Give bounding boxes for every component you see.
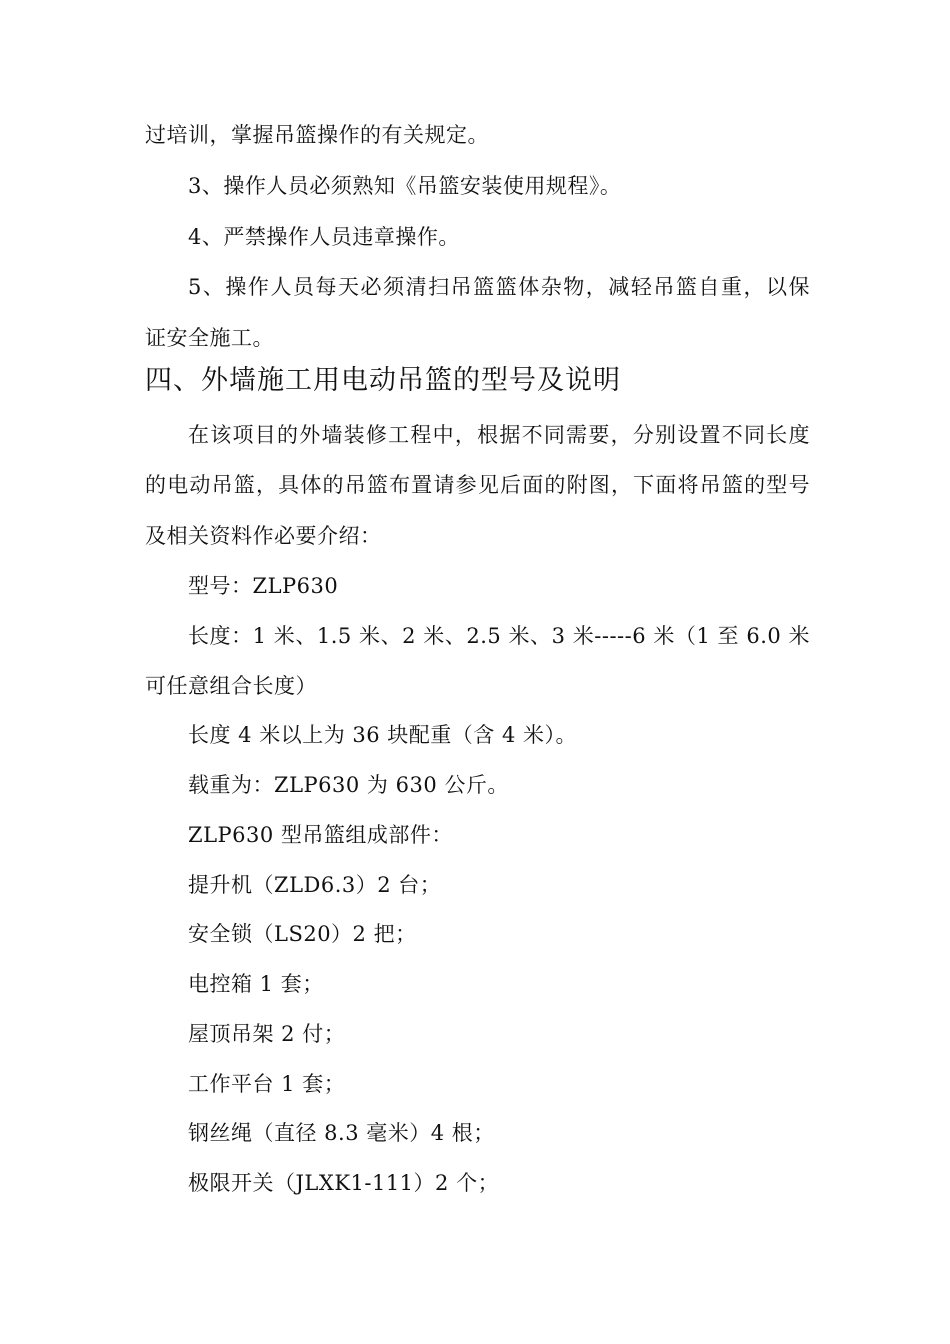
paragraph-line: 及相关资料作必要介绍： bbox=[145, 524, 382, 548]
paragraph-line: 证安全施工。 bbox=[145, 326, 274, 350]
section-heading: 四、外墙施工用电动吊篮的型号及说明 bbox=[145, 365, 621, 396]
paragraph-line: 在该项目的外墙装修工程中，根据不同需要，分别设置不同长度 bbox=[188, 423, 810, 447]
spec-load: 载重为：ZLP630 为 630 公斤。 bbox=[188, 773, 509, 797]
spec-counterweight: 长度 4 米以上为 36 块配重（含 4 米）。 bbox=[188, 723, 577, 747]
components-heading: ZLP630 型吊篮组成部件： bbox=[188, 823, 453, 847]
component-item: 钢丝绳（直径 8.3 毫米）4 根； bbox=[188, 1121, 495, 1145]
component-item: 工作平台 1 套； bbox=[188, 1072, 346, 1096]
list-item: 5、操作人员每天必须清扫吊篮篮体杂物，减轻吊篮自重，以保 bbox=[188, 275, 810, 299]
spec-length: 长度：1 米、1.5 米、2 米、2.5 米、3 米-----6 米（1 至 6.0 米 bbox=[188, 624, 810, 648]
spec-model: 型号：ZLP630 bbox=[188, 574, 339, 598]
list-item: 4、严禁操作人员违章操作。 bbox=[188, 225, 460, 249]
component-item: 安全锁（LS20）2 把； bbox=[188, 922, 417, 946]
paragraph-line: 的电动吊篮，具体的吊篮布置请参见后面的附图，下面将吊篮的型号 bbox=[145, 473, 810, 497]
component-item: 提升机（ZLD6.3）2 台； bbox=[188, 873, 442, 897]
component-item: 极限开关（JLXK1-111）2 个； bbox=[188, 1171, 500, 1195]
paragraph-line: 可任意组合长度） bbox=[145, 674, 317, 698]
component-item: 屋顶吊架 2 付； bbox=[188, 1022, 346, 1046]
list-item: 3、操作人员必须熟知《吊篮安装使用规程》。 bbox=[188, 174, 622, 198]
component-item: 电控箱 1 套； bbox=[188, 972, 324, 996]
paragraph-line: 过培训，掌握吊篮操作的有关规定。 bbox=[145, 123, 489, 147]
